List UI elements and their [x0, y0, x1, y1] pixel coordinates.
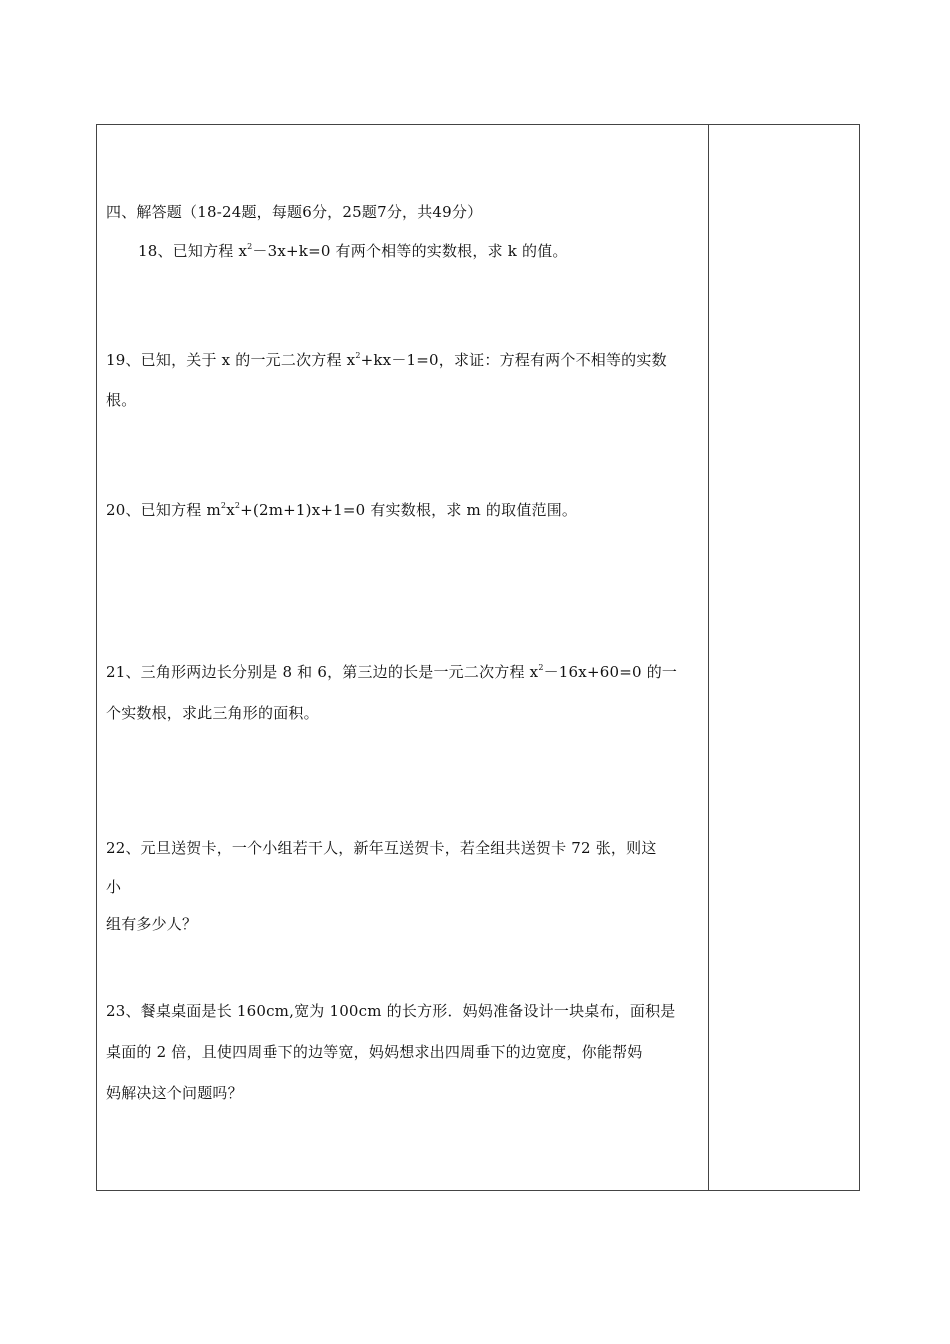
question-22-line-3: [106, 914, 197, 934]
question-21-line-1: [106, 662, 677, 682]
text-segment: 小: [106, 878, 122, 896]
superscript: 2: [220, 501, 227, 510]
text-segment: x: [226, 501, 235, 519]
text-segment: 22、元旦送贺卡，一个小组若干人，新年互送贺卡，若全组共送贺卡 72 张，则这: [106, 839, 657, 857]
text-segment: 根。: [106, 391, 137, 409]
text-segment: －16x+60=0 的一: [543, 663, 678, 681]
question-20-line-1: [106, 500, 577, 520]
question-23-line-3: [106, 1083, 243, 1103]
text-segment: －3x+k=0 有两个相等的实数根，求 k 的值。: [252, 242, 568, 260]
text-segment: 妈解决这个问题吗？: [106, 1084, 243, 1102]
superscript: 2: [247, 242, 253, 251]
text-segment: 18、已知方程 x: [138, 242, 248, 260]
question-23-line-1: [106, 1001, 675, 1021]
question-19-line-1: [106, 350, 667, 370]
text-segment: 23、餐桌桌面是长 160cm,宽为 100cm 的长方形．妈妈准备设计一块桌布，面积是: [106, 1002, 676, 1020]
superscript: 2: [538, 663, 544, 672]
table-frame: [96, 124, 860, 1191]
superscript: 2: [234, 501, 241, 510]
text-segment: 个实数根，求此三角形的面积。: [106, 704, 319, 722]
question-21-line-2: [106, 703, 319, 723]
question-22-line-1: [106, 838, 657, 858]
question-19-line-2: [106, 390, 136, 410]
text-segment: 桌面的 2 倍，且使四周垂下的边等宽，妈妈想求出四周垂下的边宽度，你能帮妈: [106, 1043, 643, 1061]
question-23-line-2: [106, 1042, 642, 1062]
text-segment: +kx－1=0，求证：方程有两个不相等的实数: [360, 351, 667, 369]
question-18-line-1: [138, 241, 568, 261]
section-heading: 四、解答题（18-24题，每题6分，25题7分，共49分）: [106, 203, 483, 221]
superscript: 2: [355, 351, 361, 360]
text-segment: 19、已知，关于 x 的一元二次方程 x: [106, 351, 356, 369]
text-segment: 21、三角形两边长分别是 8 和 6，第三边的长是一元二次方程 x: [106, 663, 539, 681]
question-22-line-2: [106, 877, 121, 897]
column-divider: [708, 124, 709, 1191]
text-segment: +(2m+1)x+1=0 有实数根，求 m 的取值范围。: [240, 501, 578, 519]
text-segment: 20、已知方程 m: [106, 501, 221, 519]
text-segment: 组有多少人？: [106, 915, 198, 933]
